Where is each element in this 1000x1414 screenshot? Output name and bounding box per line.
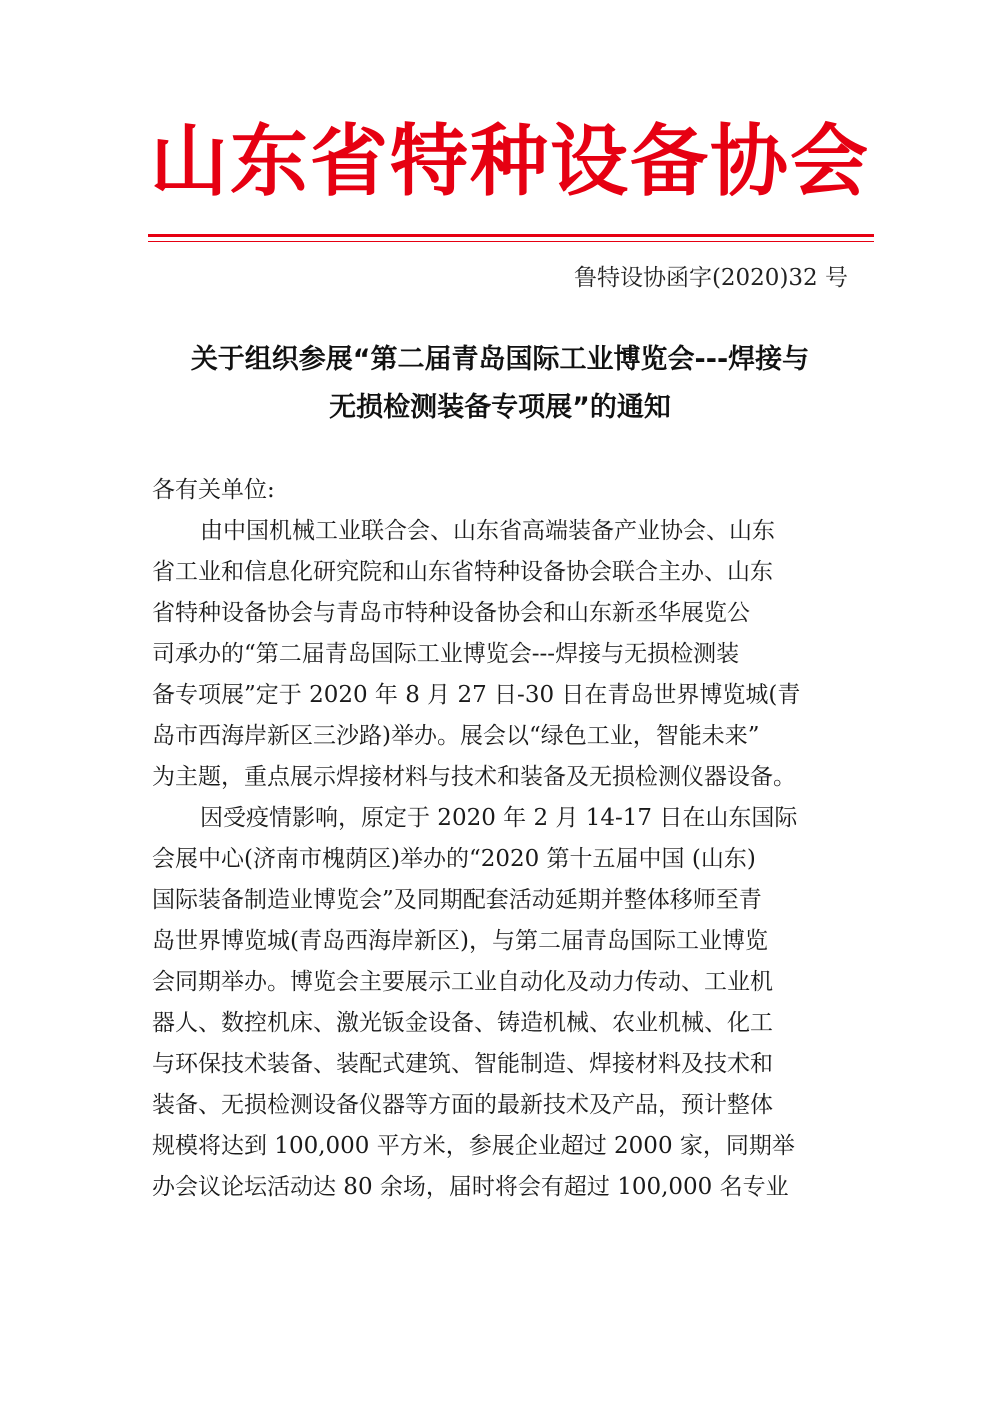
paragraph-line: 办会议论坛活动达 80 余场，届时将会有超过 100,000 名专业 [152, 1174, 789, 1200]
title-line-2: 无损检测装备专项展”的通知 [329, 392, 671, 423]
paragraph-line: 岛市西海岸新区三沙路)举办。展会以“绿色工业，智能未来” [152, 723, 760, 749]
paragraph-line: 岛世界博览城(青岛西海岸新区)，与第二届青岛国际工业博览 [152, 928, 768, 954]
salutation: 各有关单位: [152, 477, 275, 503]
paragraph-line: 备专项展”定于 2020 年 8 月 27 日-30 日在青岛世界博览城(青 [152, 682, 801, 708]
paragraph-line: 规模将达到 100,000 平方米，参展企业超过 2000 家，同期举 [152, 1133, 795, 1159]
organization-letterhead: 山东省特种设备协会 [149, 116, 870, 207]
document-title [130, 336, 870, 432]
letterhead-rule-thin [148, 241, 874, 242]
title-line-1: 关于组织参展“第二届青岛国际工业博览会---焊接与 [190, 344, 810, 375]
paragraph-line: 司承办的“第二届青岛国际工业博览会---焊接与无损检测装 [152, 641, 740, 667]
paragraph-line: 省特种设备协会与青岛市特种设备协会和山东新丞华展览公 [152, 600, 750, 626]
paragraph-line: 因受疫情影响，原定于 2020 年 2 月 14-17 日在山东国际 [200, 805, 798, 831]
paragraph-line: 会同期举办。博览会主要展示工业自动化及动力传动、工业机 [152, 969, 773, 995]
paragraph-line: 会展中心(济南市槐荫区)举办的“2020 第十五届中国 (山东) [152, 846, 756, 872]
paragraph-2 [152, 798, 892, 1208]
document-number: 鲁特设协函字(2020)32 号 [573, 265, 848, 291]
paragraph-line: 为主题，重点展示焊接材料与技术和装备及无损检测仪器设备。 [152, 764, 796, 790]
paragraph-line: 省工业和信息化研究院和山东省特种设备协会联合主办、山东 [152, 559, 773, 585]
paragraph-1 [152, 511, 892, 798]
paragraph-line: 与环保技术装备、装配式建筑、智能制造、焊接材料及技术和 [152, 1051, 773, 1077]
document-body [152, 470, 892, 1208]
letterhead-rule-thick [148, 234, 874, 237]
paragraph-line: 国际装备制造业博览会”及同期配套活动延期并整体移师至青 [152, 887, 762, 913]
paragraph-line: 由中国机械工业联合会、山东省高端装备产业协会、山东 [200, 518, 775, 544]
paragraph-line: 装备、无损检测设备仪器等方面的最新技术及产品，预计整体 [152, 1092, 773, 1118]
paragraph-line: 器人、数控机床、激光钣金设备、铸造机械、农业机械、化工 [152, 1010, 773, 1036]
